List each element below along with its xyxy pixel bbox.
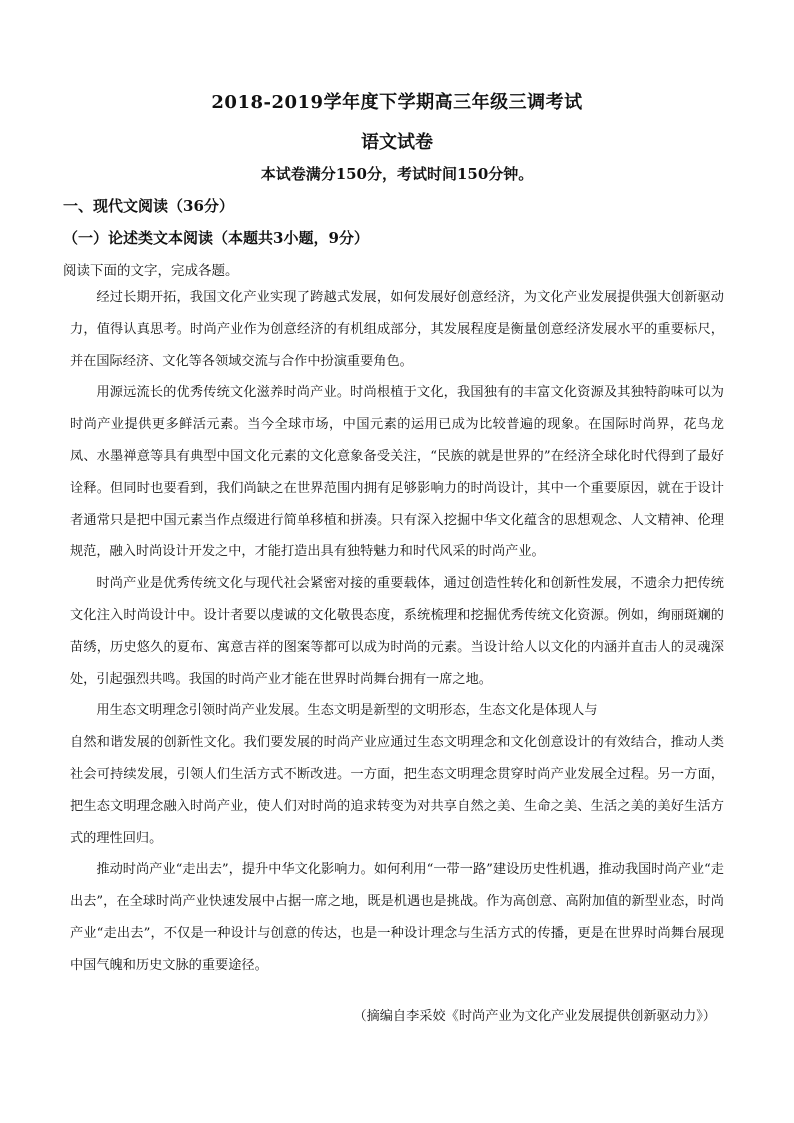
subject-title: 语文试卷 <box>361 132 433 153</box>
section-heading: 一、现代文阅读（36分） <box>63 197 234 215</box>
passage-source: （摘编自李采姣《时尚产业为文化产业发展提供创新驱动力》） <box>353 1009 716 1024</box>
subsection-heading: （一）论述类文本阅读（本题共3小题，9分） <box>63 229 369 247</box>
exam-info: 本试卷满分150分，考试时间150分钟。 <box>260 165 534 183</box>
passage-paragraph-4: 用生态文明理念引领时尚产业发展。生态文明是新型的文明形态，生态文化是体现人与 <box>96 703 598 719</box>
passage-paragraph-1: 经过长期开拓，我国文化产业实现了跨越式发展，如何发展好创意经济，为文化产业发展提供强大创新驱动力，值得认真思考。时尚产业作为创意经济的有机组成部分，其发展程度是衡量创意经济发展水平的重要标尺，并在国际经济、文化等各领域交流与合作中扮演重要角色。 <box>70 290 724 369</box>
exam-title: 2018-2019学年度下学期高三年级三调考试 <box>211 92 583 113</box>
reading-instruction: 阅读下面的文字，完成各题。 <box>63 263 239 279</box>
passage-paragraph-3: 时尚产业是优秀传统文化与现代社会紧密对接的重要载体，通过创造性转化和创新性发展，不遗余力把传统文化注入时尚设计中。设计者要以虔诚的文化敬畏态度，系统梳理和挖掘优秀传统文化资源。例如，绚丽斑斓的苗绣，历史悠久的夏布、寓意吉祥的图案等都可以成为时尚的元素。当设计给人以文化的内涵并直击人的灵魂深处，引起强烈共鸣。我国的时尚产业才能在世界时尚舞台拥有一席之地。 <box>70 576 724 687</box>
passage-paragraph-5: 自然和谐发展的创新性文化。我们要发展的时尚产业应通过生态文明理念和文化创意设计的有效结合，推动人类社会可持续发展，引领人们生活方式不断改进。一方面，把生态文明理念贯穿时尚产业发展全过程。另一方面，把生态文明理念融入时尚产业，使人们对时尚的追求转变为对共享自然之美、生命之美、生活之美的美好生活方式的理性回归。 <box>70 735 724 846</box>
reading-passage <box>70 282 724 982</box>
passage-paragraph-6: 推动时尚产业“走出去”，提升中华文化影响力。如何利用“一带一路”建设历史性机遇，推动我国时尚产业“走出去”，在全球时尚产业快速发展中占据一席之地，既是机遇也是挑战。作为高创意、高附加值的新型业态，时尚产业“走出去”，不仅是一种设计与创意的传达，也是一种设计理念与生活方式的传播，更是在世界时尚舞台展现中国气魄和历史文脉的重要途径。 <box>70 862 724 973</box>
passage-paragraph-2: 用源远流长的优秀传统文化滋养时尚产业。时尚根植于文化，我国独有的丰富文化资源及其独特韵味可以为时尚产业提供更多鲜活元素。当今全球市场，中国元素的运用已成为比较普遍的现象。在国际时尚界，花鸟龙凤、水墨禅意等具有典型中国文化元素的文化意象备受关注，“民族的就是世界的”在经济全球化时代得到了最好诠释。但同时也要看到，我们尚缺之在世界范围内拥有足够影响力的时尚设计，其中一个重要原因，就在于设计者通常只是把中国元素当作点缀进行简单移植和拼凑。只有深入挖掘中华文化蕴含的思想观念、人文精神、伦理规范，融入时尚设计开发之中，才能打造出具有独特魅力和时代风采的时尚产业。 <box>70 385 724 560</box>
